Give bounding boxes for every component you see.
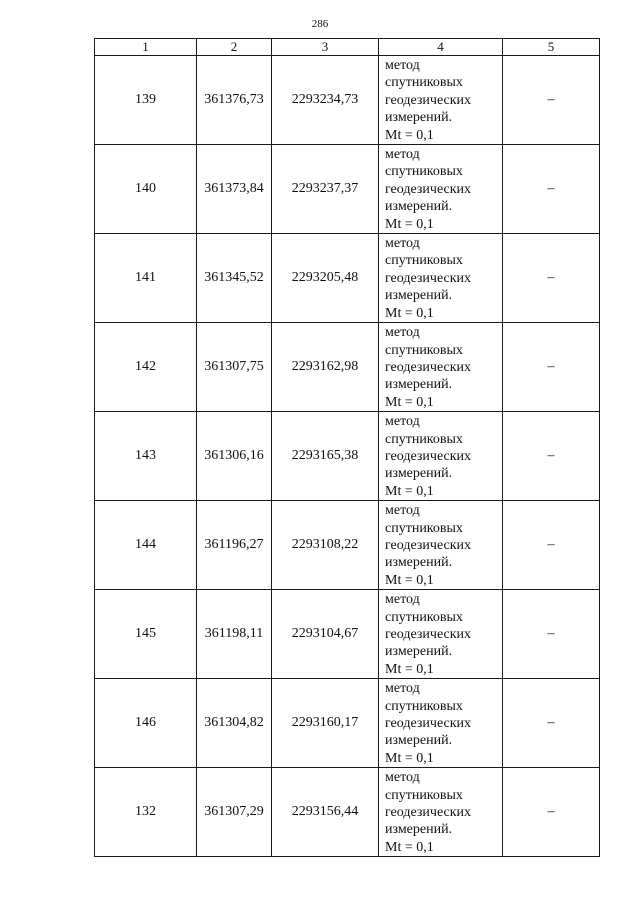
point-number-cell: 145 [95,590,197,679]
note-cell [503,768,600,857]
method-line: метод [385,592,420,608]
method-line: Mt = 0,1 [385,394,434,410]
table-row [95,234,600,323]
header-col-2: 2 [197,39,272,56]
method-cell [379,768,503,857]
method-line: геодезических [385,448,472,464]
table-row [95,145,600,234]
point-number-cell: 132 [95,768,197,857]
method-line: измерений. [385,288,453,304]
method-line: геодезических [385,181,472,197]
method-line: метод [385,325,420,341]
table-row [95,768,600,857]
note-dash: – [547,626,555,642]
method-line: спутниковых [385,253,463,269]
method-line: Mt = 0,1 [385,216,434,232]
method-line: спутниковых [385,520,463,536]
table-row [95,679,600,768]
method-cell [379,323,503,412]
header-col-3: 3 [272,39,379,56]
note-cell [503,501,600,590]
method-line: спутниковых [385,787,463,803]
method-line: спутниковых [385,609,463,625]
note-dash: – [547,92,555,108]
method-line: геодезических [385,359,472,375]
method-line: Mt = 0,1 [385,750,434,766]
y-coordinate-cell: 2293234,73 [272,56,379,145]
method-line: спутниковых [385,75,463,91]
page-number: 286 [311,18,329,30]
method-line: Mt = 0,1 [385,572,434,588]
note-dash: – [547,804,555,820]
x-coordinate-cell: 361376,73 [197,56,272,145]
point-number-cell: 141 [95,234,197,323]
method-line: спутниковых [385,164,463,180]
method-line: метод [385,503,420,519]
method-cell [379,56,503,145]
x-coordinate-cell: 361373,84 [197,145,272,234]
point-number-cell: 140 [95,145,197,234]
method-line: геодезических [385,716,472,732]
table-row [95,323,600,412]
note-cell [503,234,600,323]
header-col-5: 5 [503,39,600,56]
method-cell [379,501,503,590]
table-header [95,39,600,56]
note-dash: – [547,181,555,197]
method-line: спутниковых [385,431,463,447]
note-dash: – [547,715,555,731]
method-line: Mt = 0,1 [385,661,434,677]
y-coordinate-cell: 2293160,17 [272,679,379,768]
header-row [95,39,600,56]
x-coordinate-cell: 361198,11 [197,590,272,679]
note-cell [503,412,600,501]
method-line: геодезических [385,92,472,108]
table-row [95,501,600,590]
method-line: Mt = 0,1 [385,127,434,143]
method-line: геодезических [385,270,472,286]
point-number-cell: 144 [95,501,197,590]
method-line: метод [385,770,420,786]
method-cell [379,679,503,768]
method-line: измерений. [385,644,453,660]
method-line: метод [385,236,420,252]
method-cell [379,234,503,323]
y-coordinate-cell: 2293156,44 [272,768,379,857]
method-line: измерений. [385,822,453,838]
table-row [95,590,600,679]
method-line: метод [385,147,420,163]
x-coordinate-cell: 361196,27 [197,501,272,590]
method-line: спутниковых [385,342,463,358]
method-line: геодезических [385,805,472,821]
note-dash: – [547,537,555,553]
header-col-4: 4 [379,39,503,56]
method-line: геодезических [385,627,472,642]
method-line: Mt = 0,1 [385,483,434,499]
method-line: Mt = 0,1 [385,839,434,855]
method-line: измерений. [385,199,453,215]
method-line: метод [385,681,420,697]
point-number-cell: 139 [95,56,197,145]
method-line: измерений. [385,733,453,749]
x-coordinate-cell: 361306,16 [197,412,272,501]
point-number-cell: 142 [95,323,197,412]
point-number-cell: 143 [95,412,197,501]
table-row [95,412,600,501]
table-body [95,56,600,857]
method-cell [379,412,503,501]
method-line: метод [385,414,420,430]
method-line: измерений. [385,466,453,482]
method-cell [379,590,503,679]
x-coordinate-cell: 361307,75 [197,323,272,412]
method-line: метод [385,58,420,73]
note-cell [503,590,600,679]
note-dash: – [547,270,555,286]
method-line: спутниковых [385,698,463,714]
note-cell [503,145,600,234]
y-coordinate-cell: 2293162,98 [272,323,379,412]
method-line: геодезических [385,537,472,553]
note-dash: – [547,448,555,464]
method-cell [379,145,503,234]
x-coordinate-cell: 361307,29 [197,768,272,857]
note-cell [503,679,600,768]
coordinates-table [94,38,600,857]
y-coordinate-cell: 2293205,48 [272,234,379,323]
method-line: измерений. [385,377,453,393]
y-coordinate-cell: 2293237,37 [272,145,379,234]
y-coordinate-cell: 2293165,38 [272,412,379,501]
table-row [95,56,600,145]
note-cell [503,56,600,145]
note-cell [503,323,600,412]
method-line: измерений. [385,555,453,571]
y-coordinate-cell: 2293108,22 [272,501,379,590]
x-coordinate-cell: 361345,52 [197,234,272,323]
y-coordinate-cell: 2293104,67 [272,590,379,679]
method-line: измерений. [385,110,453,126]
x-coordinate-cell: 361304,82 [197,679,272,768]
header-col-1: 1 [95,39,197,56]
point-number-cell: 146 [95,679,197,768]
method-line: Mt = 0,1 [385,305,434,321]
note-dash: – [547,359,555,375]
